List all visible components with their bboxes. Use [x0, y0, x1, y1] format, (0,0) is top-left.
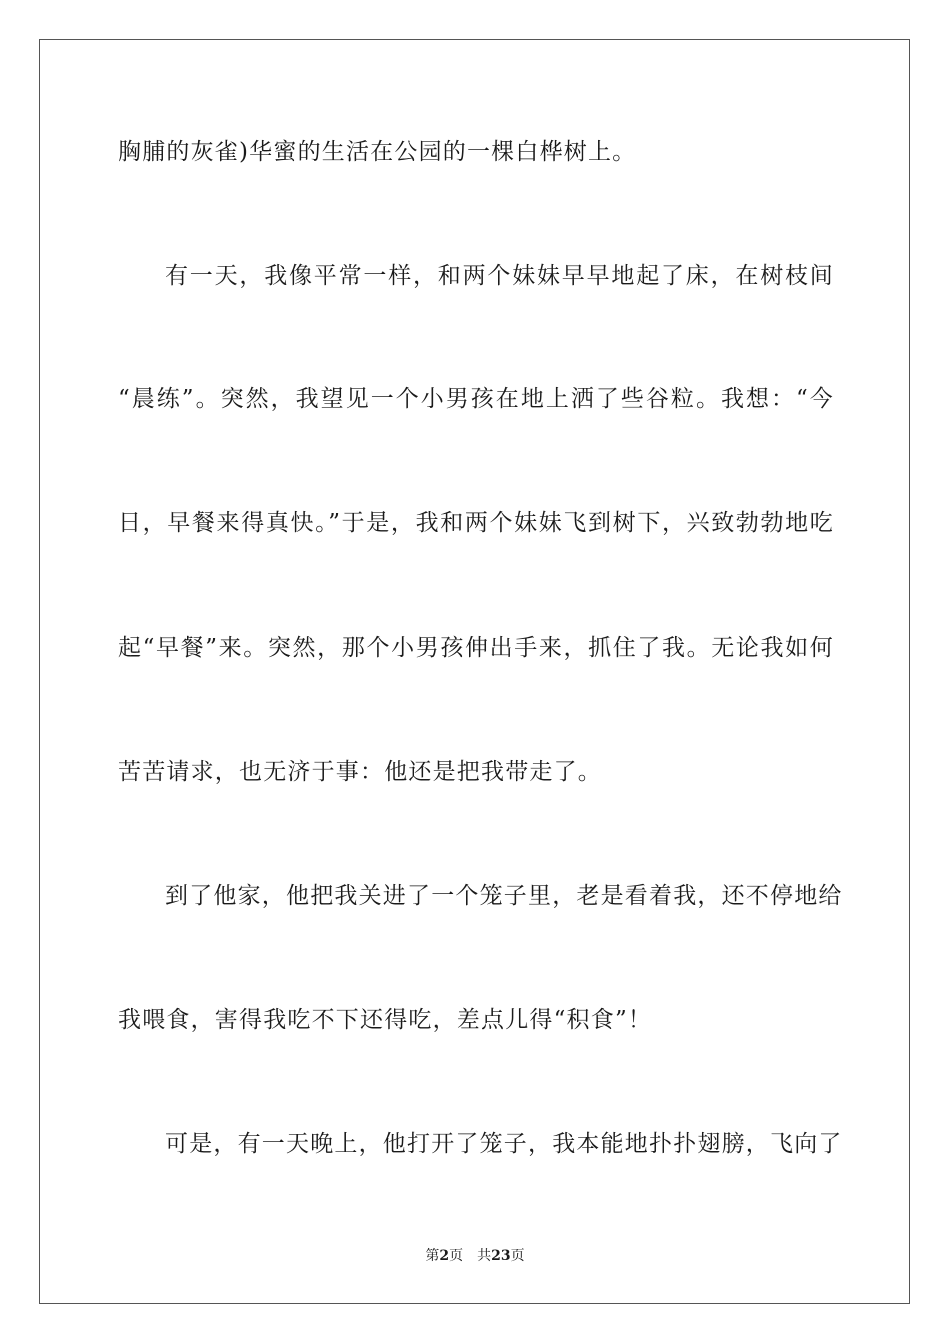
paragraph-line-7: 到了他家，他把我关进了一个笼子里，老是看着我，还不停地给 [165, 883, 843, 909]
paragraph-line-3: “晨练”。突然，我望见一个小男孩在地上洒了些谷粒。我想：“今 [118, 386, 834, 412]
paragraph-line-9: 可是，有一天晚上，他打开了笼子，我本能地扑扑翅膀，飞向了 [165, 1131, 843, 1157]
paragraph-line-1: 胸脯的灰雀)华蜜的生活在公园的一棵白桦树上。 [118, 139, 637, 165]
paragraph-line-2: 有一天，我像平常一样，和两个妹妹早早地起了床，在树枝间 [165, 263, 834, 289]
paragraph-line-4: 日，早餐来得真快。”于是，我和两个妹妹飞到树下，兴致勃勃地吃 [118, 510, 834, 536]
footer-page-suffix: 页 [449, 1248, 464, 1264]
footer-page-number: 2 [439, 1248, 450, 1264]
paragraph-line-8: 我喂食，害得我吃不下还得吃，差点儿得“积食”！ [118, 1007, 653, 1033]
paragraph-line-6: 苦苦请求，也无济于事：他还是把我带走了。 [118, 759, 602, 785]
footer-total-pages: 23 [491, 1248, 511, 1264]
paragraph-line-5: 起“早餐”来。突然，那个小男孩伸出手来，抓住了我。无论我如何 [118, 635, 834, 661]
footer-total-suffix: 页 [510, 1248, 525, 1264]
footer-total-prefix: 共 [477, 1248, 492, 1264]
page-border [39, 39, 910, 1304]
footer-page-prefix: 第 [425, 1248, 440, 1264]
page-footer [0, 1247, 950, 1265]
